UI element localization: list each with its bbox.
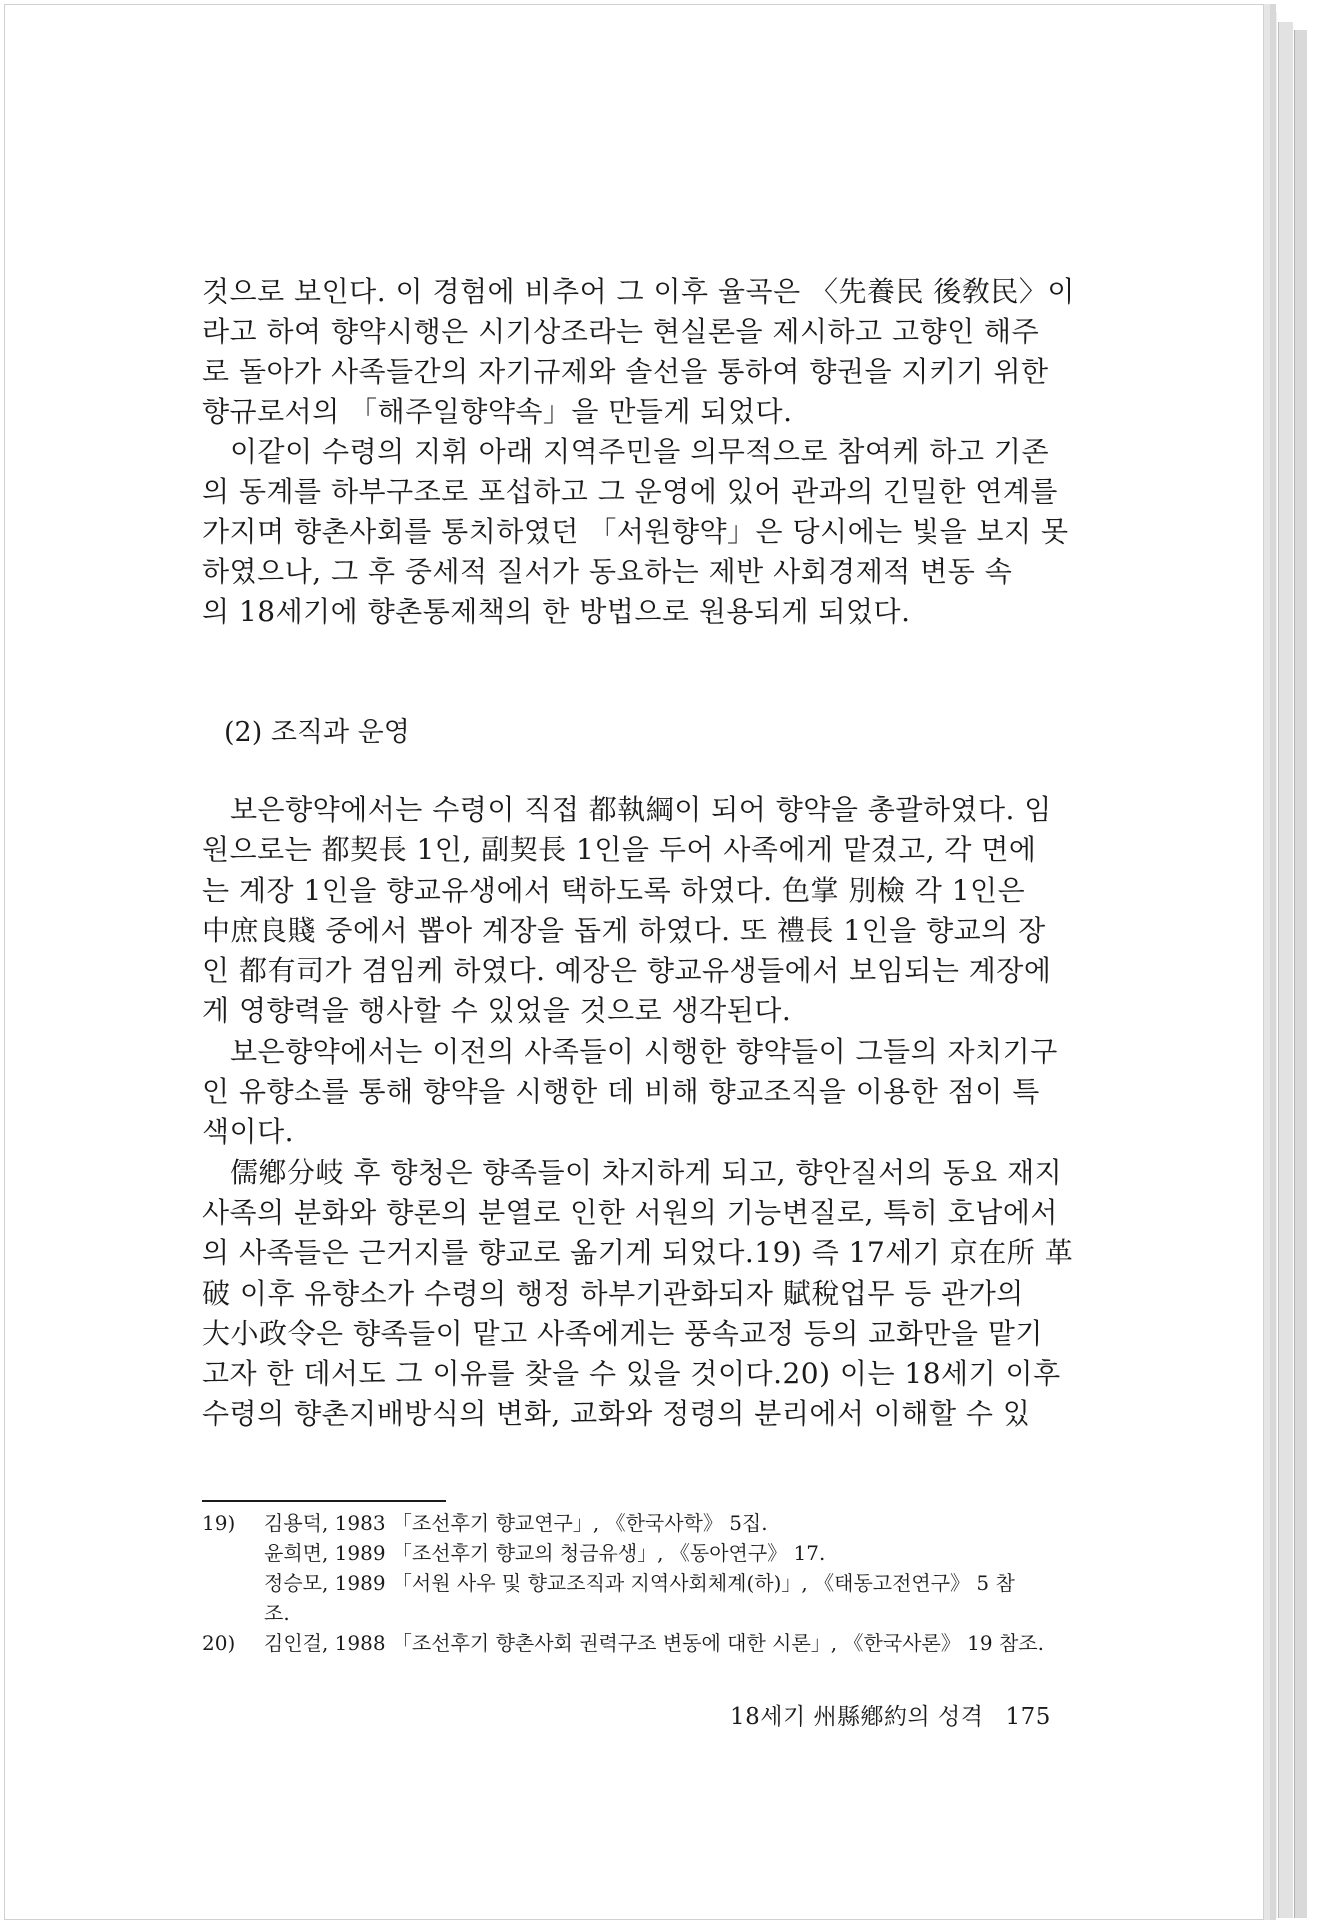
footnote-text: 김인걸, 1988 「조선후기 향촌사회 권력구조 변동에 대한 시론」, 《한국사론》 19 참조.	[264, 1631, 1044, 1655]
body-text-bottom	[202, 790, 1087, 1435]
text-line: 破 이후 유향소가 수령의 행정 하부기관화되자 賦稅업무 등 관가의	[202, 1276, 1024, 1310]
page-edge-2	[1278, 22, 1293, 1918]
section-heading: (2) 조직과 운영	[224, 717, 410, 748]
text-line: 고자 한 데서도 그 이유를 찾을 수 있을 것이다.20) 이는 18세기 이후	[202, 1357, 1061, 1391]
text-line: 儒鄕分岐 후 향청은 향족들이 차지하게 되고, 향안질서의 동요 재지	[230, 1155, 1063, 1189]
running-footer	[730, 1698, 1051, 1731]
running-footer-title: 18세기 州縣鄕約의 성격	[730, 1704, 984, 1730]
text-line: 인 都有司가 겸임케 하였다. 예장은 향교유생들에서 보임되는 계장에	[202, 954, 1052, 988]
text-line: 로 돌아가 사족들간의 자기규제와 솔선을 통하여 향권을 지키기 위한	[202, 355, 1049, 388]
footnote	[202, 1538, 1092, 1568]
text-line: 가지며 향촌사회를 통치하였던 「서원향약」은 당시에는 빛을 보지 못	[202, 515, 1069, 548]
footnote	[202, 1598, 1092, 1628]
text-line: 의 동계를 하부구조로 포섭하고 그 운영에 있어 관과의 긴밀한 연계를	[202, 475, 1058, 508]
text-line: 의 18세기에 향촌통제책의 한 방법으로 원용되게 되었다.	[202, 595, 911, 628]
footnote	[202, 1628, 1092, 1658]
text-line: 는 계장 1인을 향교유생에서 택하도록 하였다. 色掌 別檢 각 1인은	[202, 873, 1026, 907]
footnote-rule	[202, 1500, 446, 1502]
text-line: 사족의 분화와 향론의 분열로 인한 서원의 기능변질로, 특히 호남에서	[202, 1195, 1058, 1229]
text-line: 中庶良賤 중에서 뽑아 계장을 돕게 하였다. 또 禮長 1인을 향교의 장	[202, 913, 1046, 947]
footnote-text: 조.	[264, 1601, 290, 1625]
text-line: 것으로 보인다. 이 경험에 비추어 그 이후 율곡은 〈先養民 後敎民〉이	[202, 275, 1075, 308]
page-edge-1	[1266, 12, 1277, 1918]
text-line: 보은향약에서는 수령이 직접 都執綱이 되어 향약을 총괄하였다. 임	[230, 793, 1052, 826]
footnotes	[202, 1508, 1092, 1658]
footnote-number: 20)	[202, 1631, 236, 1655]
footnote	[202, 1568, 1092, 1598]
text-line: 보은향약에서는 이전의 사족들이 시행한 향약들이 그들의 자치기구	[230, 1034, 1058, 1068]
text-line: 수령의 향촌지배방식의 변화, 교화와 정령의 분리에서 이해할 수 있	[202, 1397, 1031, 1431]
text-line: 원으로는 都契長 1인, 副契長 1인을 두어 사족에게 맡겼고, 각 면에	[202, 833, 1037, 867]
page-edge-3	[1294, 30, 1307, 1918]
text-line: 라고 하여 향약시행은 시기상조라는 현실론을 제시하고 고향인 해주	[202, 315, 1040, 348]
text-line: 이같이 수령의 지휘 아래 지역주민을 의무적으로 참여케 하고 기존	[230, 435, 1050, 468]
page-number: 175	[1005, 1704, 1051, 1730]
footnote	[202, 1508, 1092, 1538]
footnote-text: 김용덕, 1983 「조선후기 향교연구」, 《한국사학》 5집.	[264, 1511, 768, 1535]
text-line: 게 영향력을 행사할 수 있었을 것으로 생각된다.	[202, 994, 792, 1028]
text-line: 하였으나, 그 후 중세적 질서가 동요하는 제반 사회경제적 변동 속	[202, 555, 1013, 588]
body-text-top	[202, 272, 1087, 632]
footnote-text: 윤희면, 1989 「조선후기 향교의 청금유생」, 《동아연구》 17.	[264, 1541, 826, 1565]
text-line: 색이다.	[202, 1115, 295, 1149]
text-line: 향규로서의 「해주일향약속」을 만들게 되었다.	[202, 395, 793, 428]
text-line: 大小政令은 향족들이 맡고 사족에게는 풍속교정 등의 교화만을 맡기	[202, 1316, 1043, 1350]
footnote-text: 정승모, 1989 「서원 사우 및 향교조직과 지역사회체계(하)」, 《태동고전연구》 5 참	[264, 1571, 1015, 1595]
text-line: 의 사족들은 근거지를 향교로 옮기게 되었다.19) 즉 17세기 京在所 革	[202, 1236, 1074, 1270]
footnote-number: 19)	[202, 1511, 236, 1535]
text-line: 인 유향소를 통해 향약을 시행한 데 비해 향교조직을 이용한 점이 특	[202, 1075, 1040, 1109]
